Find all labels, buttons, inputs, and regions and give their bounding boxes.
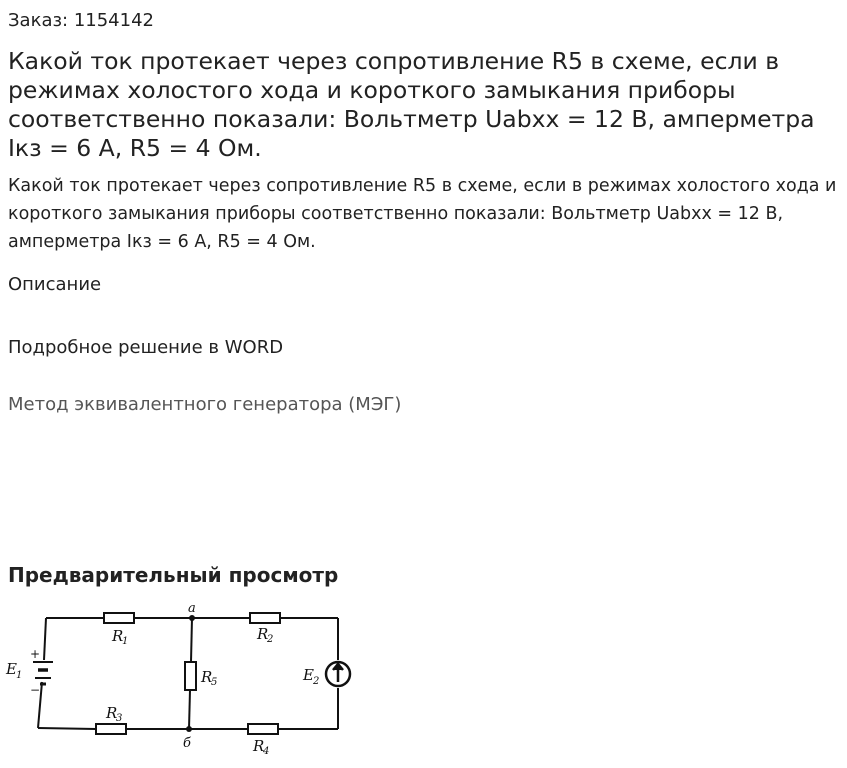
current-source-e2-symbol — [326, 662, 350, 686]
method-text: Метод эквивалентного генератора (МЭГ) — [8, 394, 402, 415]
wire-mid-top — [191, 618, 192, 662]
order-number: Заказ: 1154142 — [8, 10, 154, 31]
problem-description: Какой ток протекает через сопротивление R5 в схеме, если в режимах холостого хода и короткого замыкания приборы соответственно показали: Вольтметр Uabxx = 12 В, амперметра Iкз = 6 А, R5 = 4 Ом. — [8, 176, 837, 252]
resistor-r3 — [96, 724, 126, 734]
node-b-dot — [186, 726, 192, 732]
label-r2: R — [257, 625, 269, 643]
circuit-diagram — [0, 598, 370, 768]
preview-heading: Предварительный просмотр — [8, 563, 339, 587]
label-e2-sub: 2 — [313, 676, 320, 687]
label-e1-sub: 1 — [16, 670, 23, 681]
label-r1: R — [112, 627, 124, 645]
resistor-r2 — [250, 613, 280, 623]
word-solution-text: Подробное решение в WORD — [8, 337, 284, 358]
resistor-r4 — [248, 724, 278, 734]
label-r3-sub: 3 — [116, 713, 123, 724]
label-e2: E — [303, 666, 314, 684]
label-r3: R — [106, 704, 118, 722]
wire-bottom-left — [38, 728, 96, 729]
circuit-preview — [0, 598, 370, 768]
wire-left-top — [44, 618, 46, 660]
resistor-r1 — [104, 613, 134, 623]
label-e1-minus: − — [30, 683, 41, 697]
label-r1-sub: 1 — [122, 636, 129, 647]
resistor-r5 — [185, 662, 196, 690]
battery-e1-symbol — [33, 662, 53, 684]
label-r4-sub: 4 — [263, 746, 270, 757]
wire-mid-bottom — [189, 690, 190, 729]
label-node-a: a — [188, 601, 196, 616]
label-r5: R — [201, 668, 213, 686]
label-r2-sub: 2 — [267, 634, 274, 645]
label-e1: E — [6, 660, 17, 678]
label-r5-sub: 5 — [211, 677, 218, 688]
label-r4: R — [253, 737, 265, 755]
label-node-b: б — [183, 736, 191, 751]
description-section-label: Описание — [8, 274, 102, 295]
label-e1-plus: + — [30, 647, 41, 661]
page-title: Какой ток протекает через сопротивление R5 в схеме, если в режимах холостого хода и короткого замыкания приборы соответственно показали: Вольтметр Uabxx = 12 В, амперметра Iкз = 6 А, R5 = 4 Ом. — [8, 47, 815, 162]
